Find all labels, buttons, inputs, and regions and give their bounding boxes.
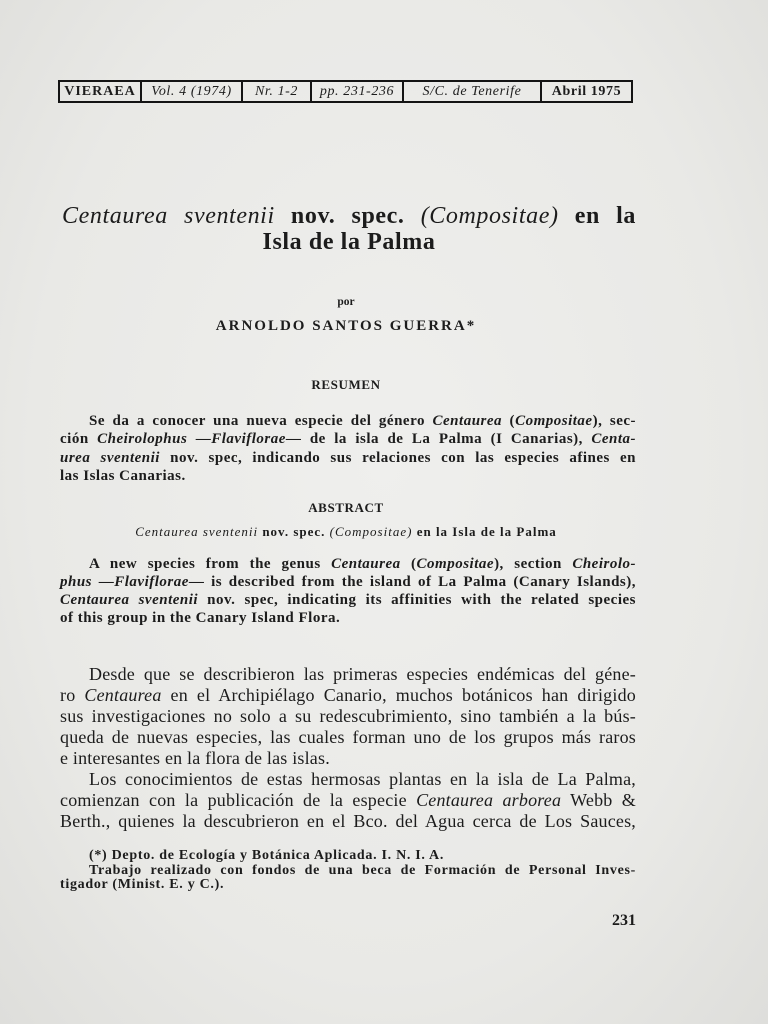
footnote-line [60,864,636,879]
text-run: queda de nuevas especies, las cuales forman uno de los grupos más raros [60,727,636,747]
text-run: ( [400,556,417,572]
text-run: Webb & [561,790,636,810]
footnote-paragraph [60,864,636,893]
text-run: en el Archipiélago Canario, muchos botánicos han dirigido [161,685,636,705]
italic-text-run: Compositae [416,556,495,572]
text-run: nov. spec, indicando sus relaciones con las especies afines en [159,449,636,466]
resumen-heading: RESUMEN [311,377,381,392]
italic-text-run: Centaurea [331,556,401,572]
italic-text-run: Centaurea [84,685,162,705]
resumen-line [60,467,636,485]
italic-text-run: Centaurea sventenii [60,592,199,608]
text-run: ), section [494,556,573,572]
text-run: — [92,574,115,590]
italic-text-run: urea sventenii [60,449,160,466]
volume-cell: Vol. 4 (1974) [142,82,243,101]
body-line [60,769,636,790]
resumen-paragraph [60,412,636,485]
body-paragraph [60,769,636,832]
body-line [60,748,636,769]
italic-text-run: Compositae [515,413,593,429]
place-cell: S/C. de Tenerife [404,82,542,101]
text-run: nov. spec, indicating its affinities with the related species [198,592,636,608]
body-line [60,811,636,832]
italic-text-run: Centaurea sventenii [135,524,259,539]
abstract-paragraph [60,555,636,627]
body-line [60,664,636,685]
text-run: ), sec- [592,413,636,429]
author-name: ARNOLDO SANTOS GUERRA* [215,318,477,334]
text-run: en la [558,203,636,229]
article-title [62,203,636,255]
italic-text-run: Cheirolo- [572,556,637,572]
footnote [60,849,636,893]
body-line [60,790,636,811]
body-line [60,685,636,706]
text-run: nov. spec. [258,524,330,539]
text-run: en la Isla de la Palma [412,524,557,539]
abstract-subtitle [58,524,634,540]
text-run: Desde que se describieron las primeras especies endémicas del géne- [89,664,636,684]
byline-por: por [337,296,355,308]
title-line-1 [62,203,636,229]
abstract-line [60,591,636,609]
text-run: of this group in the Canary Island Flora. [60,610,341,626]
italic-text-run: (Compositae) [329,524,413,539]
abstract-heading: ABSTRACT [308,500,384,515]
text-run: ción [60,431,98,448]
text-run: (*) Depto. de Ecología y Botánica Aplicada. I. N. I. A. [89,848,445,863]
page-number: 231 [612,912,636,929]
italic-text-run: Flaviflorae [114,574,189,590]
page-range-cell: pp. 231-236 [312,82,404,101]
text-run: comienzan con la publicación de la especie [60,790,417,810]
abstract-line [60,555,636,573]
text-run: ro [60,685,85,705]
body-text [60,664,636,832]
abstract-line [60,609,636,627]
resumen-line [60,412,636,430]
text-run: Berth., quienes la descubrieron en el Bco. del Agua cerca de Los Sauces, [60,811,636,831]
text-run: — [187,431,212,448]
text-run: Se da a conocer una nueva especie del género [89,413,433,429]
text-run: e interesantes en la flora de las islas. [60,748,330,768]
italic-text-run: Centaurea [432,413,503,429]
journal-header-table [58,80,633,103]
italic-text-run: Flaviflorae [211,431,286,448]
italic-text-run: Centaurea arborea [416,790,562,810]
text-run: nov. spec. [274,203,421,229]
body-paragraph [60,664,636,769]
italic-text-run: (Compositae) [420,203,559,229]
abstract-line [60,573,636,591]
footnote-paragraph [60,849,636,864]
body-line [60,727,636,748]
resumen-line [60,449,636,467]
italic-text-run: phus [60,574,93,590]
italic-text-run: Centaurea sventenii [62,203,275,229]
resumen-text [60,412,636,485]
text-run: — de la isla de La Palma (I Canarias), [285,431,592,448]
body-line [60,706,636,727]
issue-number-cell: Nr. 1-2 [243,82,312,101]
text-run: Los conocimientos de estas hermosas plantas en la isla de La Palma, [89,769,636,789]
footnote-line [60,878,636,893]
italic-text-run: Cheirolophus [97,431,188,448]
text-run: las Islas Canarias. [60,467,186,484]
text-run: tigador (Minist. E. y C.). [60,877,225,892]
resumen-line [60,430,636,448]
title-line-2: Isla de la Palma [262,229,436,255]
text-run: A new species from the genus [89,556,332,572]
italic-text-run: Centa- [591,431,637,448]
text-run: sus investigaciones no solo a su redescubrimiento, sino también a la bús- [60,706,636,726]
text-run: — is described from the island of La Palma (Canary Islands), [188,574,636,590]
text-run: Trabajo realizado con fondos de una beca de Formación de Personal Inves- [89,862,636,878]
footnote-line [60,849,636,864]
journal-name-cell: VIERAEA [60,82,142,101]
abstract-text [60,555,636,627]
date-cell: Abril 1975 [551,84,622,99]
text-run: ( [502,413,516,429]
